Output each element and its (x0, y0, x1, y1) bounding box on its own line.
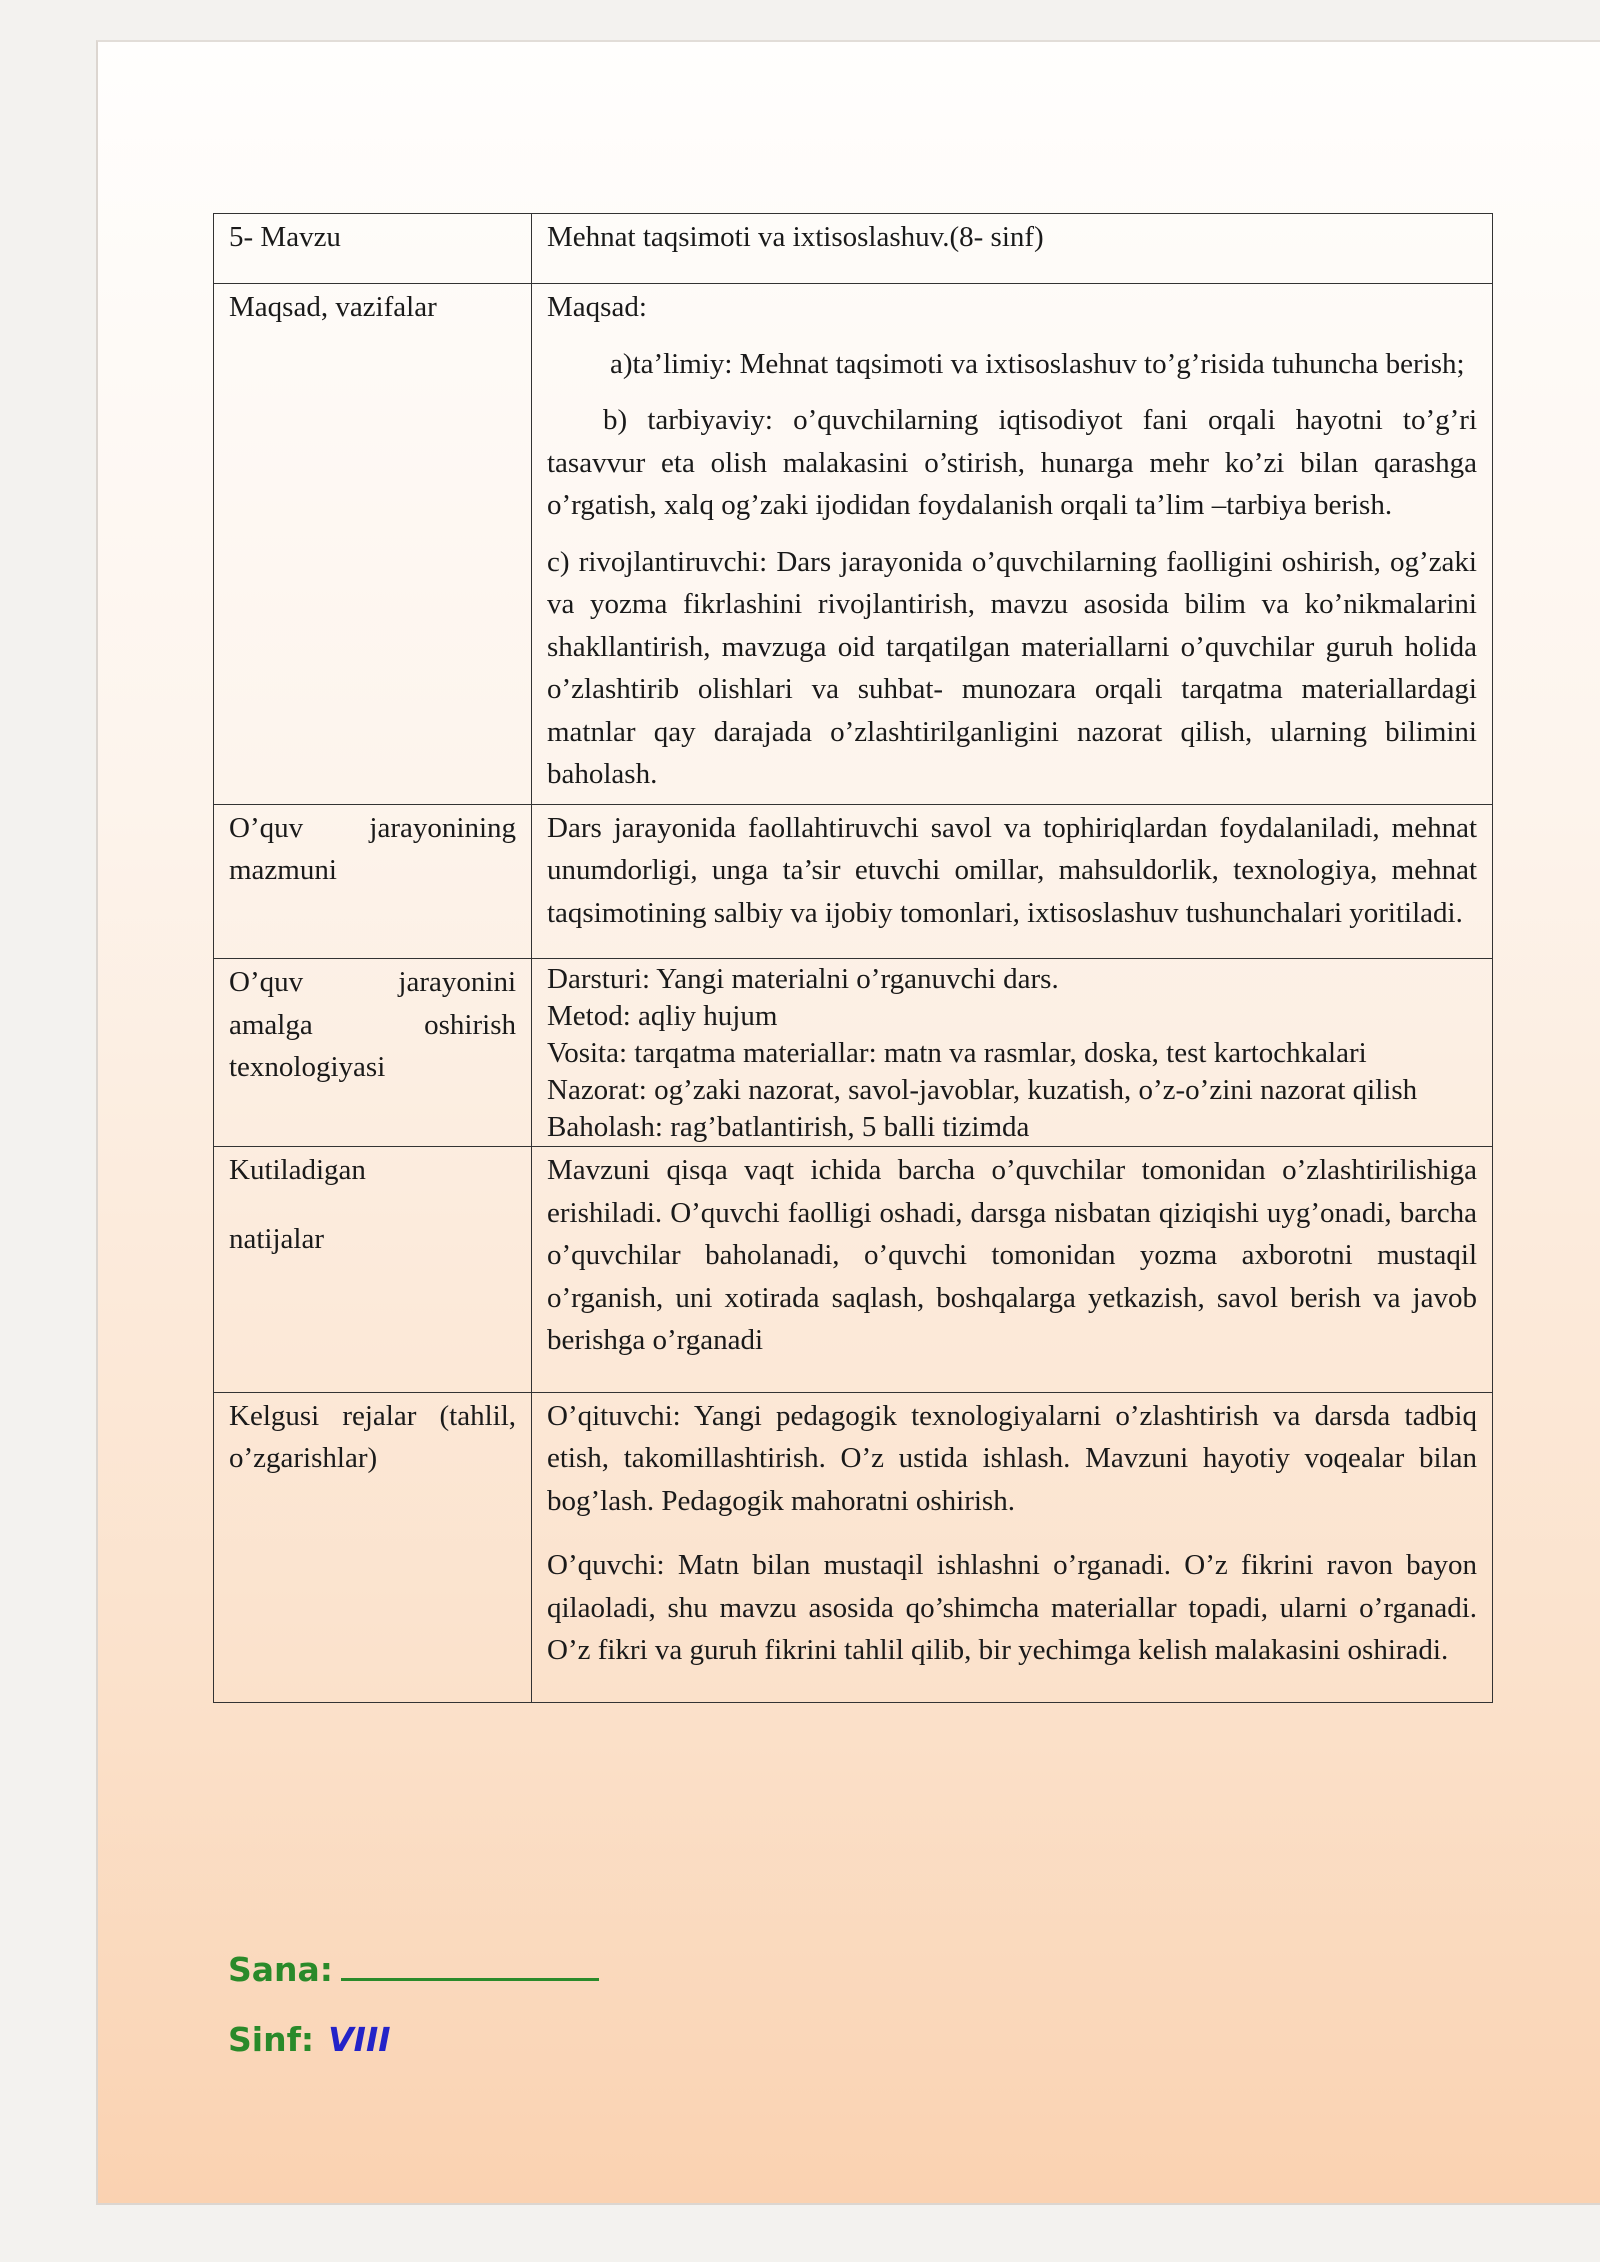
results-label (214, 1147, 532, 1393)
lesson-type: Darsturi: Yangi materialni o’rganuvchi dars. (547, 963, 1059, 995)
goal-developmental: c) rivojlantiruvchi: Dars jarayonida o’quvchilarning faolligini oshirish, og’zaki va yozma fikrlashini rivojlantirish, mavzu asosida bilim va ko’nikmalarini shakllantirish, mavzuga oid tarqatilgan materiallarni o’quvchilar guruh holida o’zlashtirib olishlari va suhbat- munozara orqali tarqatma materiallardagi matnlar qay darajada o’zlashtirilganligini nazorat qilish, ularning bilimini baholash. (547, 545, 1477, 790)
results-label-line2: natijalar (229, 1222, 325, 1255)
lesson-assessment: Baholash: rag’batlantirish, 5 balli tizimda (547, 1111, 1030, 1143)
class-label: Sinf: (228, 2020, 315, 2059)
lesson-control: Nazorat: og’zaki nazorat, savol-javoblar, kuzatish, o’z-o’zini nazorat qilish (547, 1074, 1418, 1106)
results-label-line1: Kutiladigan (229, 1154, 366, 1186)
topic-label: 5- Mavzu (214, 214, 532, 284)
plans-cell (532, 1392, 1493, 1702)
plans-label: Kelgusi rejalar (tahlil, o’zgarishlar) (214, 1392, 532, 1702)
table-row-technology (214, 959, 1493, 1147)
lesson-plan-table (213, 213, 1493, 1703)
date-line (228, 1948, 599, 1989)
class-line (228, 2020, 391, 2059)
date-label: Sana: (228, 1950, 333, 1989)
lesson-tools: Vosita: tarqatma materiallar: matn va rasmlar, doska, test kartochkalari (547, 1037, 1367, 1069)
plans-student: O’quvchi: Matn bilan mustaqil ishlashni o’rganadi. O’z fikrini ravon bayon qilaoladi, shu mavzu asosida qo’shimcha materiallar topadi, ularni o’rganadi. O’z fikri va guruh fikrini tahlil qilib, bir yechimga kelish malakasini oshiradi. (547, 1549, 1477, 1666)
table-row-content (214, 804, 1493, 959)
technology-label: O’quv jarayonini amalga oshirish texnologiyasi (214, 959, 532, 1147)
goals-label: Maqsad, vazifalar (214, 284, 532, 805)
goals-heading: Maqsad: (547, 291, 647, 323)
table-row-plans (214, 1392, 1493, 1702)
table-row-goals (214, 284, 1493, 805)
topic-value: Mehnat taqsimoti va ixtisoslashuv.(8- sinf) (532, 214, 1493, 284)
content-label: O’quv jarayonining mazmuni (214, 804, 532, 959)
goal-educational: a)ta’limiy: Mehnat taqsimoti va ixtisoslashuv to’g’risida tuhuncha berish; (610, 347, 1465, 380)
results-value: Mavzuni qisqa vaqt ichida barcha o’quvchilar tomonidan o’zlashtirilishiga erishiladi. O’quvchi faolligi oshadi, darsga nisbatan qiziqishi uyg’onadi, barcha o’quvchilar baholanadi, o’quvchi tomonidan yozma axborotni mustaqil o’rganish, uni xotirada saqlash, boshqalarga yetkazish, savol berish va javob berishga o’rganadi (532, 1147, 1493, 1393)
content-value: Dars jarayonida faollahtiruvchi savol va tophiriqlardan foydalaniladi, mehnat unumdorligi, unga ta’sir etuvchi omillar, mahsuldorlik, texnologiya, mehnat taqsimotining salbiy va ijobiy tomonlari, ixtisoslashuv tushunchalari yoritiladi. (532, 804, 1493, 959)
lesson-method: Metod: aqliy hujum (547, 1000, 778, 1032)
class-value: VIII (328, 2020, 391, 2059)
technology-cell (532, 959, 1493, 1147)
table-row-topic (214, 214, 1493, 284)
plans-teacher: O’qituvchi: Yangi pedagogik texnologiyalarni o’zlashtirish va darsda tadbiq etish, takomillashtirish. O’z ustida ishlash. Mavzuni hayotiy voqealar bilan bog’lash. Pedagogik mahoratni oshirish. (547, 1399, 1477, 1517)
goals-cell (532, 284, 1493, 805)
goal-upbringing: b) tarbiyaviy: o’quvchilarning iqtisodiyot fani orqali hayotni to’g’ri tasavvur eta olish malakasini o’stirish, hunarga mehr ko’zi bilan qarashga o’rgatish, xalq og’zaki ijodidan foydalanish orqali ta’lim –tarbiya berish. (547, 404, 1477, 521)
table-row-results (214, 1147, 1493, 1393)
date-blank (341, 1948, 599, 1981)
